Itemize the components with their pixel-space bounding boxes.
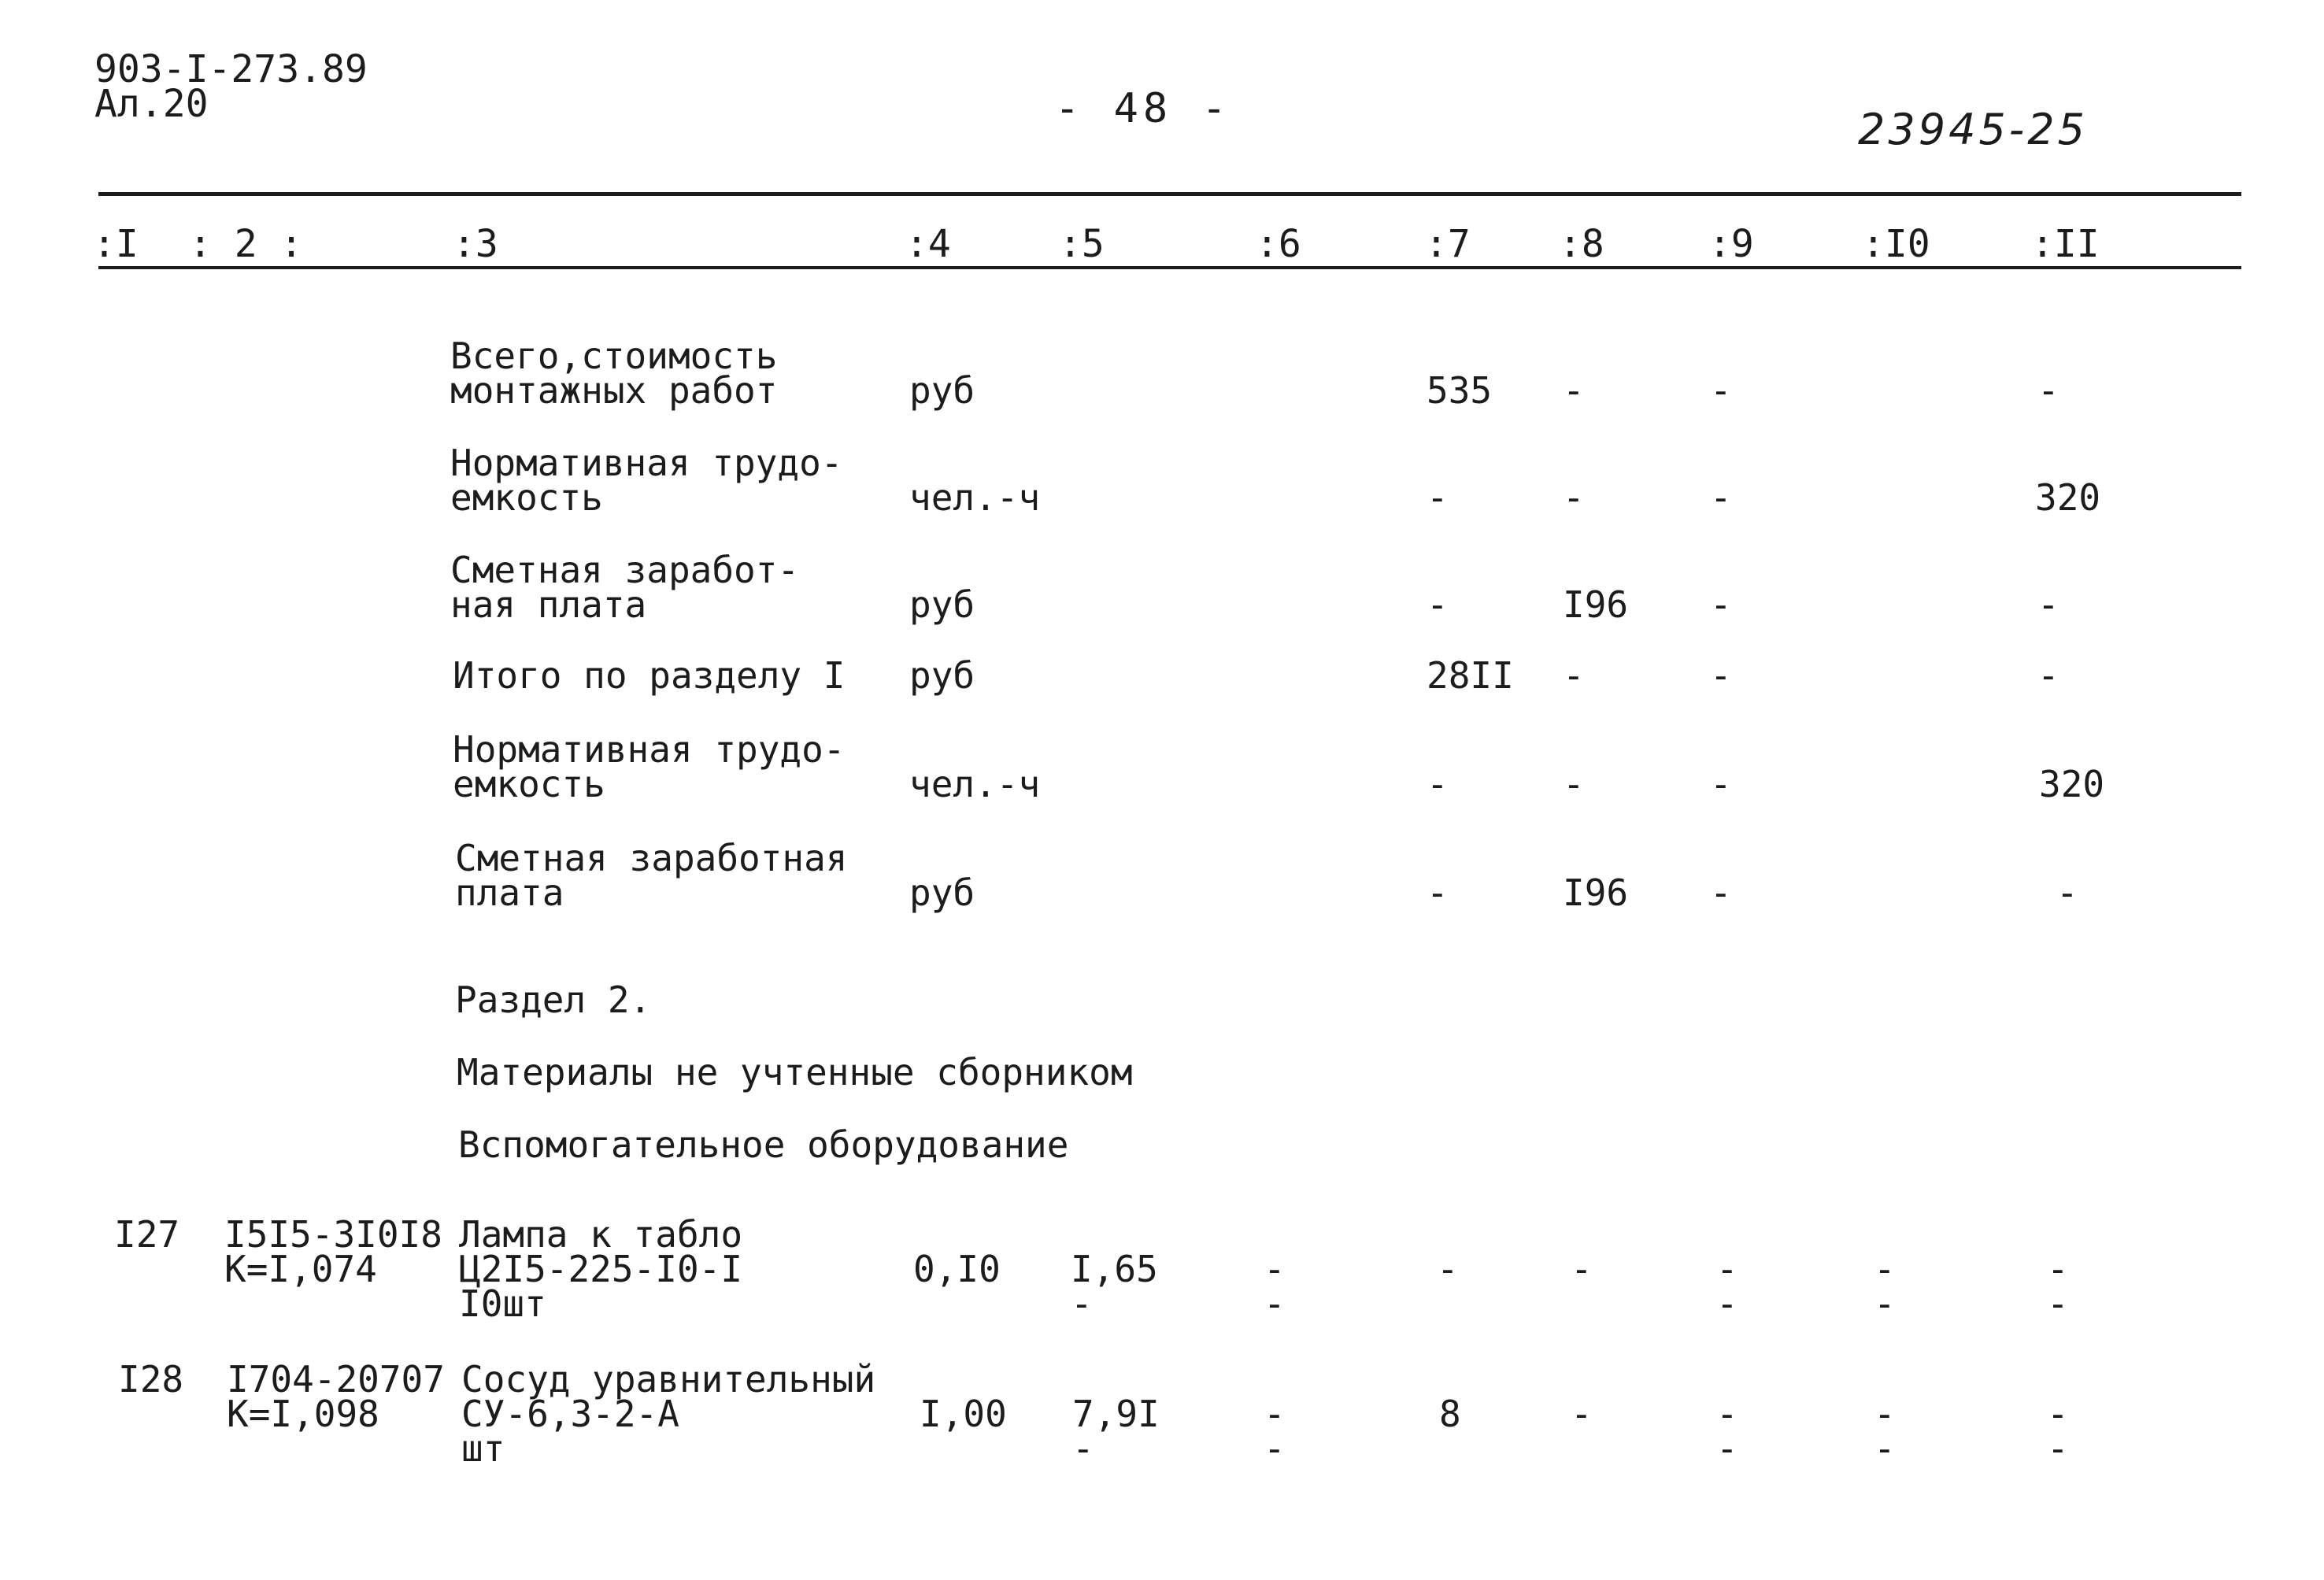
item-col9: - [1716,1393,1738,1435]
row-col8: I96 [1563,583,1629,626]
row-unit: руб [909,654,975,697]
row-label-line-1: Нормативная трудо- [450,442,843,484]
row-col7: - [1427,871,1449,914]
item-col4: 0,I0 [913,1248,1001,1290]
item-col8: - [1571,1248,1593,1290]
section-title: Раздел 2. [455,979,652,1021]
item-col6-sub: - [1264,1427,1286,1470]
row-col9: - [1710,583,1732,626]
row-unit: руб [909,871,975,914]
row-label-line-2: плата [455,871,564,914]
row-unit: руб [909,583,975,626]
col-header-11: :II [2031,222,2100,266]
row-col8: I96 [1563,871,1629,914]
row-col8: - [1563,763,1585,805]
row-col11: - [2056,871,2078,914]
col-header-6: :6 [1256,222,1301,266]
item-col11-sub: - [2047,1427,2069,1470]
item-col11: - [2047,1248,2069,1290]
item-col8: - [1571,1393,1593,1435]
col-header-5: :5 [1059,222,1105,266]
col-header-9: :9 [1708,222,1754,266]
row-col9: - [1710,476,1732,519]
item-desc-line-2: СУ-6,3-2-А [461,1393,679,1435]
item-code: I5I5-3I0I8 [224,1213,442,1256]
col-header-8: :8 [1559,222,1604,266]
row-col11: - [2037,654,2059,697]
row-col9: - [1710,654,1732,697]
item-col11: - [2047,1393,2069,1435]
row-col11: 320 [2035,476,2101,519]
sheet-number: Ал.20 [94,82,209,126]
item-col10-sub: - [1874,1282,1896,1325]
row-col7: - [1427,763,1449,805]
item-col10: - [1874,1248,1896,1290]
row-col9: - [1710,369,1732,412]
item-col7: 8 [1439,1393,1461,1435]
row-col7: - [1427,476,1449,519]
col-header-2: : 2 : [189,222,303,266]
row-col11: - [2037,369,2059,412]
inventory-number: 23945-25 [1858,105,2088,154]
item-desc-line-1: Сосуд уравнительный [461,1358,876,1401]
row-unit: руб [909,369,975,412]
row-col9: - [1710,871,1732,914]
row-label-line-1: Итого по разделу I [453,654,846,697]
item-number: I28 [118,1358,184,1401]
col-header-10: :I0 [1862,222,1930,266]
col-header-4: :4 [905,222,951,266]
row-col8: - [1563,476,1585,519]
item-col5-sub: - [1072,1427,1094,1470]
section-subtitle: Материалы не учтенные сборником [457,1051,1133,1093]
row-col11: 320 [2039,763,2105,805]
item-desc-line-3: шт [461,1427,505,1470]
row-col7: 28II [1427,654,1514,697]
header-top-rule [98,192,2241,196]
section-group: Вспомогательное оборудование [458,1123,1069,1166]
item-col9-sub: - [1716,1282,1738,1325]
item-col11-sub: - [2047,1282,2069,1325]
col-header-7: :7 [1425,222,1471,266]
row-label-line-1: Сметная заработ- [450,549,800,591]
item-coefficient: К=I,074 [224,1248,377,1290]
item-col9-sub: - [1716,1427,1738,1470]
col-header-3: :3 [453,222,498,266]
item-col7: - [1437,1248,1459,1290]
item-coefficient: К=I,098 [227,1393,379,1435]
item-code: I704-20707 [227,1358,445,1401]
item-col9: - [1716,1248,1738,1290]
item-col10: - [1874,1393,1896,1435]
row-col8: - [1563,369,1585,412]
item-number: I27 [114,1213,180,1256]
row-col7: 535 [1427,369,1493,412]
row-col11: - [2037,583,2059,626]
row-label-line-2: емкость [450,476,603,519]
item-col4: I,00 [920,1393,1007,1435]
col-header-1: :I [93,222,139,266]
row-col8: - [1563,654,1585,697]
row-label-line-1: Всего,стоимость [450,335,778,377]
row-label-line-1: Нормативная трудо- [453,728,846,771]
row-label-line-2: ная плата [450,583,647,626]
row-label-line-2: монтажных работ [450,369,778,412]
item-desc-line-3: I0шт [459,1282,546,1325]
item-col10-sub: - [1874,1427,1896,1470]
row-label-line-2: емкость [453,763,605,805]
item-col5: I,65 [1071,1248,1158,1290]
item-col5-sub: - [1071,1282,1093,1325]
item-col6: - [1264,1393,1286,1435]
header-bottom-rule [98,266,2241,269]
item-col6-sub: - [1264,1282,1286,1325]
page-number: - 48 - [1055,85,1231,132]
item-desc-line-1: Лампа к табло [459,1213,743,1256]
item-desc-line-2: Ц2I5-225-I0-I [459,1248,743,1290]
row-col9: - [1710,763,1732,805]
item-col6: - [1264,1248,1286,1290]
item-col5: 7,9I [1072,1393,1160,1435]
row-unit: чел.-ч [909,763,1041,805]
doc-code: 903-I-273.89 [94,47,368,91]
row-unit: чел.-ч [909,476,1041,519]
row-col7: - [1427,583,1449,626]
row-label-line-1: Сметная заработная [455,837,848,879]
